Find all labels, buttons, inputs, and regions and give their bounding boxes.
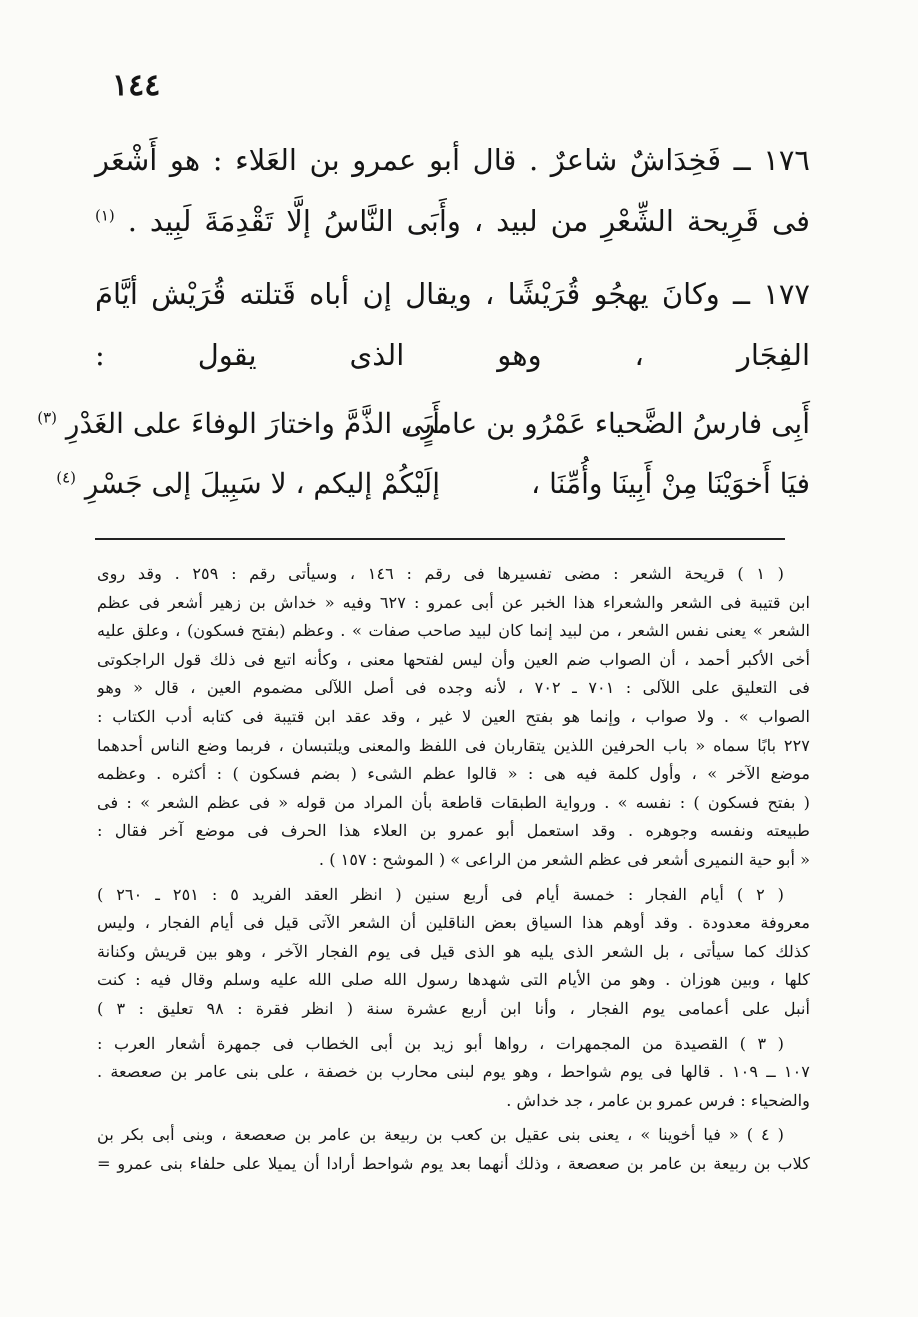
verse-second-hemistich: أَبَى الذَّمَّ واختارَ الوفاءَ على الغَدْرِ $^{(٣)}$ [37,406,440,440]
footnote-line: كذلك كما سيأتى ، بل الشعر الذى يليه هو الذى قيل فى يوم الفجار الآخر ، وهو بين قريش وكنانة [97,941,810,961]
footnotes [97,560,810,1178]
footnote-line: كلاب بن ربيعة بن عامر بن صعصعة ، وذلك أنهما بعد يوم شواحط أرادا أن يميلا على حلفاء بنى عمرو = [97,1153,810,1173]
footnote-line: ( ٤ ) « فيا أخوينا » ، يعنى بنى عقيل بن كعب بن ربيعة بن عامر بن صعصعة ، وبنى أبى بكر بن [97,1125,784,1145]
footnote-line: أخى الأكبر أحمد ، أن الصواب ضم العين وأن ليس لفتحها معنى ، وكأنه اتبع فى ذلك قول الراجكوتى [97,649,810,669]
footnote-line: طبيعته ونفسه وجوهره . وقد استعمل أبو عمرو بن العلاء هذا الحرف فى موضع آخر فقال : [97,821,810,841]
footnote-ref[interactable]: (٣) [37,408,58,427]
verse-line [56,453,810,513]
page-number: ١٤٤ [112,68,161,103]
footnote-4 [97,1121,810,1178]
footnote-2 [97,881,810,1024]
verse-first-hemistich: فيَا أَخوَيْنَا مِنْ أَبِينَا وأُمِّنَا ، [531,466,810,500]
main-text [95,130,810,386]
footnote-3 [97,1030,810,1116]
footnote-ref[interactable]: (١) [95,206,115,225]
verse-line [37,393,810,453]
entry-line: ١٧٦ ــ فَخِدَاشٌ شاعرٌ . قال أبو عمرو بن العَلاء : هو أَشْعَر فى [95,143,811,238]
entry-line: ١٧٧ ــ وكانَ يهجُو قُرَيْشًا ، ويقال إن أباه قَتلته قُرَيْش أيَّامَ [95,277,810,311]
footnote-line: معروفة معدودة . وقد أوهم هذا السياق بعض الناقلين أن الشعر الآتى قيل فى أيام الفجار ، وليس [97,913,810,933]
footnote-line: فى التعليق على اللآلى : ٧٠١ ـ ٧٠٢ ، لأنه وجده فى أصل اللآلى مضموم العين ، قال « وهو [97,678,810,698]
footnote-ref[interactable]: (٤) [56,468,77,487]
footnote-line: ٢٢٧ بابًا سماه « باب الحرفين اللذين يتقاربان فى اللفظ والمعنى ويلتبسان ، فربما وضع الناس أحدهما [97,735,810,755]
entry-line: قَرِيحة الشِّعْرِ من لبيد ، وأَبَى النَّاسُ إلَّا تَقْدِمَةَ لَبِيد . $^{(١)}$ [95,204,760,238]
entry-176 [95,130,810,252]
verse-first-hemistich: أَبِى فارسُ الضَّحياء عَمْرُو بن عامرٍ ، [403,406,810,440]
footnote-line: والضحياء : فرس عمرو بن عامر ، جد خداش . [506,1090,810,1110]
footnote-line: كلها ، وبين هوزان . وهو من الأيام التى شهدها رسول الله صلى الله عليه وسلم وقال فيه : كنت [97,970,810,990]
footnote-separator [95,538,785,540]
footnote-line: ١٠٧ ــ ١٠٩ . قالها فى يوم شواحط ، وهو يوم لبنى محارب بن خصفة ، على بنى عامر بن صعصعة . [97,1062,810,1082]
entry-line: الفِجَار ، وهو الذى يقول : [95,338,810,372]
footnote-line: الصواب » . ولا صواب ، وإنما هو بفتح العين لا غير ، وقد عقد ابن قتيبة فى كتابه أدب الكتاب : [97,706,810,726]
footnote-line: موضع الآخر » ، وأول كلمة فيه هى : « قالوا عظم الشىء ( بضم فسكون ) : أكثره . وعظمه [97,764,810,784]
footnote-line: أنبل على أعمامى يوم الفجار ، وأنا ابن أربع عشرة سنة ( انظر فقرة : ٩٨ تعليق : ٣ ) [97,998,810,1018]
footnote-line: الشعر » يعنى نفس الشعر ، من لبيد إنما كان لبيد صاحب صفات » . وعظم (بفتح فسكون) ، وعلق عليه [97,621,810,641]
verse-second-hemistich: إلَيْكُمْ إليكم ، لا سَبِيلَ إلى جَسْرِ $^{(٤)}$ [56,466,440,500]
footnote-line: « أبو حية النميرى أشعر فى عظم الشعر من الراعى » ( الموشح : ١٥٧ ) . [318,849,810,869]
poem [37,393,810,513]
footnote-line: ( بفتح فسكون ) : نفسه » . ورواية الطبقات قاطعة بأن المراد من قوله « فى عظم الشعر » : فى [97,792,810,812]
footnote-line: ابن قتيبة فى الشعر والشعراء هذا الخبر عن أبى عمرو : ٦٢٧ وفيه « خداش بن زهير أشعر فى عظم [97,592,810,612]
footnote-line: ( ٢ ) أيام الفجار : خمسة أيام فى أربع سنين ( انظر العقد الفريد ٥ : ٢٥١ ـ ٢٦٠ ) [97,884,784,904]
footnote-line: ( ١ ) قريحة الشعر : مضى تفسيرها فى رقم : ١٤٦ ، وسيأتى رقم : ٢٥٩ . وقد روى [97,564,784,583]
entry-177 [95,264,810,386]
footnote-line: ( ٣ ) القصيدة من المجمهرات ، رواها أبو زيد بن أبى الخطاب فى جمهرة أشعار العرب : [97,1033,784,1053]
footnote-1 [97,560,810,875]
